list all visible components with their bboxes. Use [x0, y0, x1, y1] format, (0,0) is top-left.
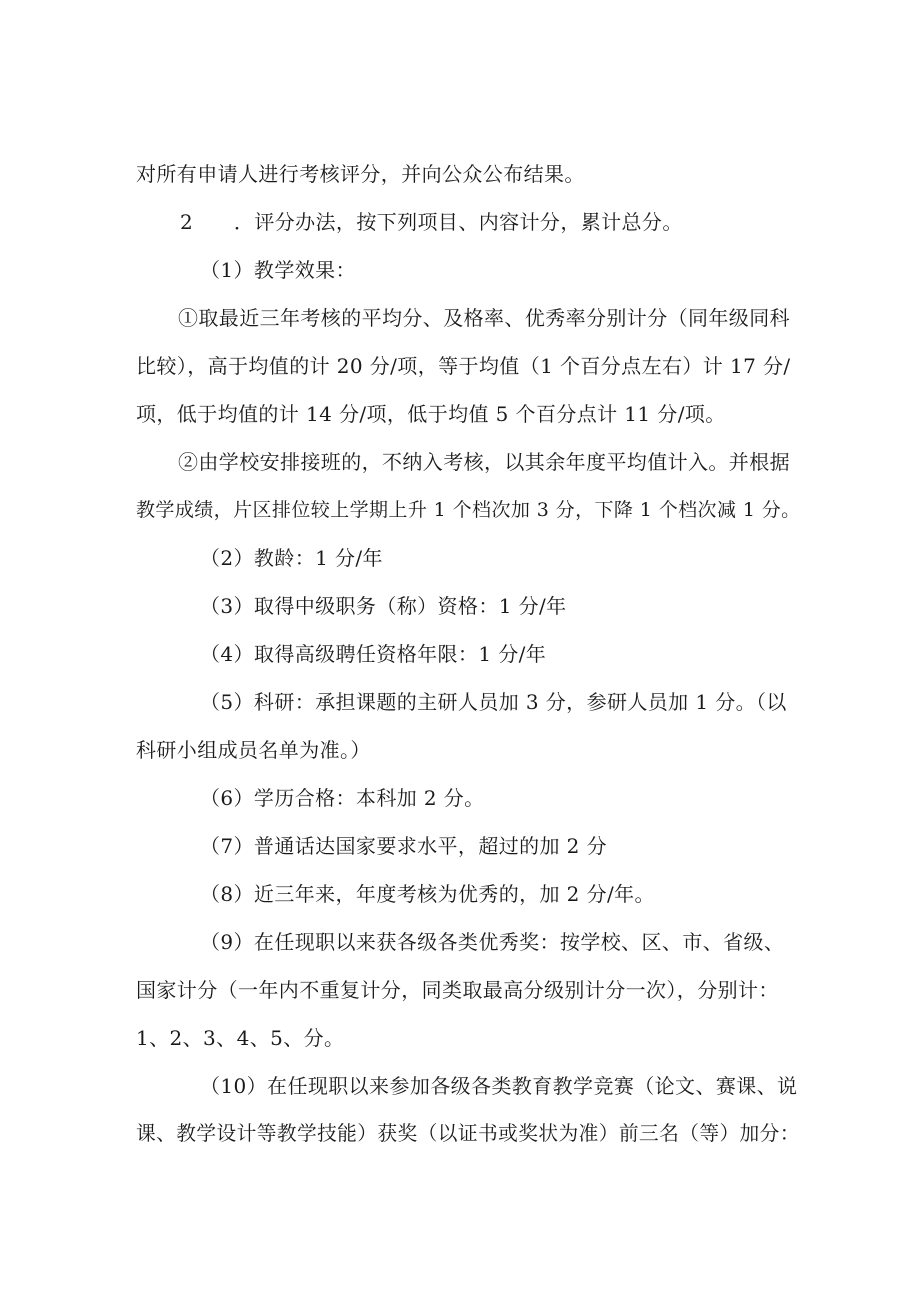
- list-item: （9）在任现职以来获各级各类优秀奖：按学校、区、市、省级、: [200, 930, 785, 954]
- text-line: 项，低于均值的计 14 分/项，低于均值 5 个百分点计 11 分/项。: [136, 402, 726, 426]
- list-item: （6）学历合格：本科加 2 分。: [200, 786, 485, 810]
- list-item: （2）教龄：1 分/年: [200, 546, 383, 570]
- list-item: （4）取得高级聘任资格年限：1 分/年: [200, 642, 547, 666]
- list-item: （5）科研：承担课题的主研人员加 3 分，参研人员加 1 分。（以: [200, 690, 787, 714]
- text-line: 教学成绩，片区排位较上学期上升 1 个档次加 3 分，下降 1 个档次减 1 分。: [136, 499, 801, 521]
- text-line: ①取最近三年考核的平均分、及格率、优秀率分别计分（同年级同科: [178, 306, 790, 330]
- text-line: ②由学校安排接班的，不纳入考核，以其余年度平均值计入。并根据: [178, 450, 790, 474]
- list-item: （7）普通话达国家要求水平，超过的加 2 分: [200, 834, 607, 858]
- subsection-heading: （1）教学效果：: [200, 258, 356, 282]
- list-item: （3）取得中级职务（称）资格：1 分/年: [200, 594, 567, 618]
- text-line: 1、2、3、4、5、分。: [136, 1026, 345, 1050]
- section-heading: 2 ．评分办法，按下列项目、内容计分，累计总分。: [180, 210, 683, 234]
- text-line: 对所有申请人进行考核评分，并向公众公布结果。: [136, 162, 585, 186]
- list-item: （8）近三年来，年度考核为优秀的，加 2 分/年。: [200, 882, 655, 906]
- text-line: 课、教学设计等教学技能）获奖（以证书或奖状为准）前三名（等）加分：: [136, 1122, 800, 1145]
- text-line: 科研小组成员名单为准。）: [136, 738, 371, 762]
- text-line: 国家计分（一年内不重复计分，同类取最高分级别计分一次），分别计：: [136, 978, 779, 1002]
- text-line: 比较），高于均值的计 20 分/项，等于均值（1 个百分点左右）计 17 分/: [136, 354, 791, 378]
- list-item: （10）在任现职以来参加各级各类教育教学竞赛（论文、赛课、说: [200, 1074, 798, 1098]
